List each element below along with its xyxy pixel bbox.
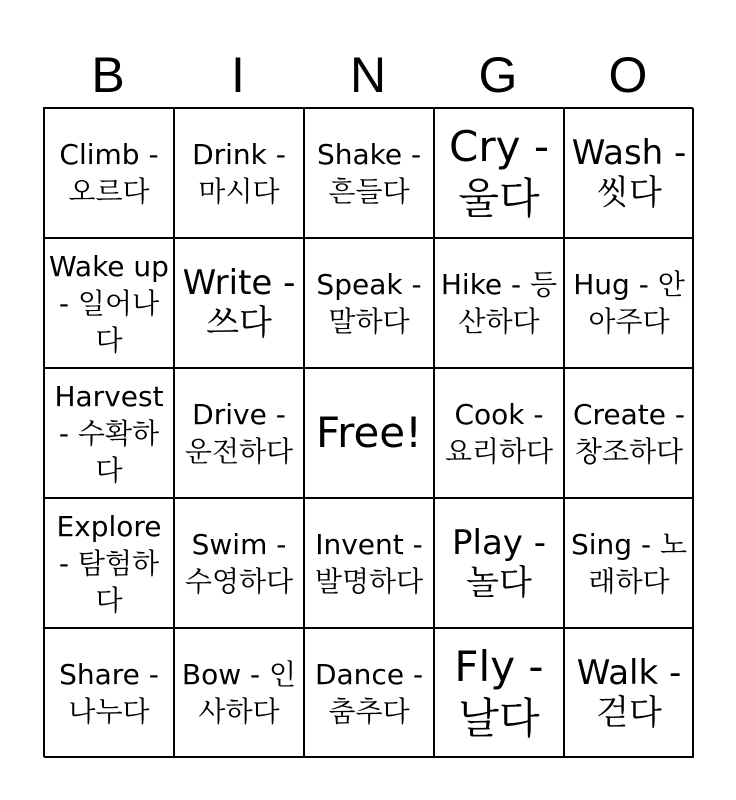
bingo-cell[interactable] [44, 628, 174, 758]
bingo-cell-text: Free! [316, 408, 422, 457]
bingo-cell-text: Walk - 걷다 [576, 653, 682, 733]
bingo-cell[interactable] [434, 108, 564, 238]
bingo-cell-text: Explore - 탐험하다 [56, 509, 162, 617]
header-letter-b: B [91, 47, 125, 103]
bingo-cell-text: Drink - 마시다 [192, 138, 286, 208]
bingo-cell[interactable] [564, 108, 694, 238]
bingo-cell-text: Swim - 수영하다 [184, 528, 294, 598]
bingo-cell-text: Hug - 안아주다 [573, 268, 685, 338]
bingo-cell[interactable] [434, 238, 564, 368]
bingo-cell-text: Wake up - 일어나다 [49, 249, 169, 357]
bingo-cell-text: Cook - 요리하다 [444, 398, 554, 468]
bingo-cell-text: Cry - 울다 [449, 122, 549, 223]
bingo-cell[interactable] [174, 238, 304, 368]
bingo-cell[interactable] [304, 108, 434, 238]
bingo-cell[interactable] [174, 498, 304, 628]
bingo-cell-text: Harvest - 수확하다 [54, 379, 164, 487]
bingo-cell[interactable] [304, 238, 434, 368]
bingo-header [43, 44, 693, 106]
bingo-cell-text: Sing - 노래하다 [570, 528, 688, 598]
bingo-cell[interactable] [44, 368, 174, 498]
bingo-cell-text: Bow - 인사하다 [181, 658, 297, 728]
bingo-cell[interactable] [434, 368, 564, 498]
bingo-cell[interactable] [434, 628, 564, 758]
bingo-cell-text: Wash - 씻다 [571, 133, 687, 213]
bingo-cell[interactable] [174, 628, 304, 758]
bingo-card-grid [43, 107, 693, 757]
header-letter-g: G [478, 47, 518, 103]
bingo-cell[interactable] [564, 238, 694, 368]
bingo-cell[interactable] [564, 628, 694, 758]
bingo-cell-text: Write - 쓰다 [182, 263, 296, 343]
bingo-cell[interactable] [434, 498, 564, 628]
bingo-cell[interactable] [304, 628, 434, 758]
bingo-cell[interactable] [44, 238, 174, 368]
bingo-cell[interactable] [304, 498, 434, 628]
bingo-cell-text: Climb - 오르다 [59, 138, 159, 208]
bingo-cell[interactable] [174, 368, 304, 498]
bingo-cell[interactable] [564, 498, 694, 628]
header-letter-i: I [231, 47, 245, 103]
bingo-cell[interactable] [44, 108, 174, 238]
bingo-cell[interactable] [174, 108, 304, 238]
bingo-cell[interactable] [44, 498, 174, 628]
bingo-cell-text: Share - 나누다 [59, 658, 159, 728]
bingo-cell-text: Invent - 발명하다 [314, 528, 424, 598]
bingo-cell-text: Create - 창조하다 [572, 398, 686, 468]
bingo-cell-text: Play - 놀다 [452, 523, 546, 603]
bingo-cell-text: Speak - 말하다 [316, 268, 422, 338]
bingo-cell-text: Drive - 운전하다 [184, 398, 294, 468]
header-letter-n: N [349, 47, 387, 103]
bingo-cell[interactable] [564, 368, 694, 498]
bingo-cell-text: Dance - 춤추다 [314, 658, 424, 728]
header-letter-o: O [608, 47, 648, 103]
bingo-cell-text: Hike - 등산하다 [440, 268, 558, 338]
bingo-cell-text: Shake - 흔들다 [316, 138, 422, 208]
free-space-cell[interactable] [304, 368, 434, 498]
bingo-cell-text: Fly - 날다 [454, 642, 544, 743]
